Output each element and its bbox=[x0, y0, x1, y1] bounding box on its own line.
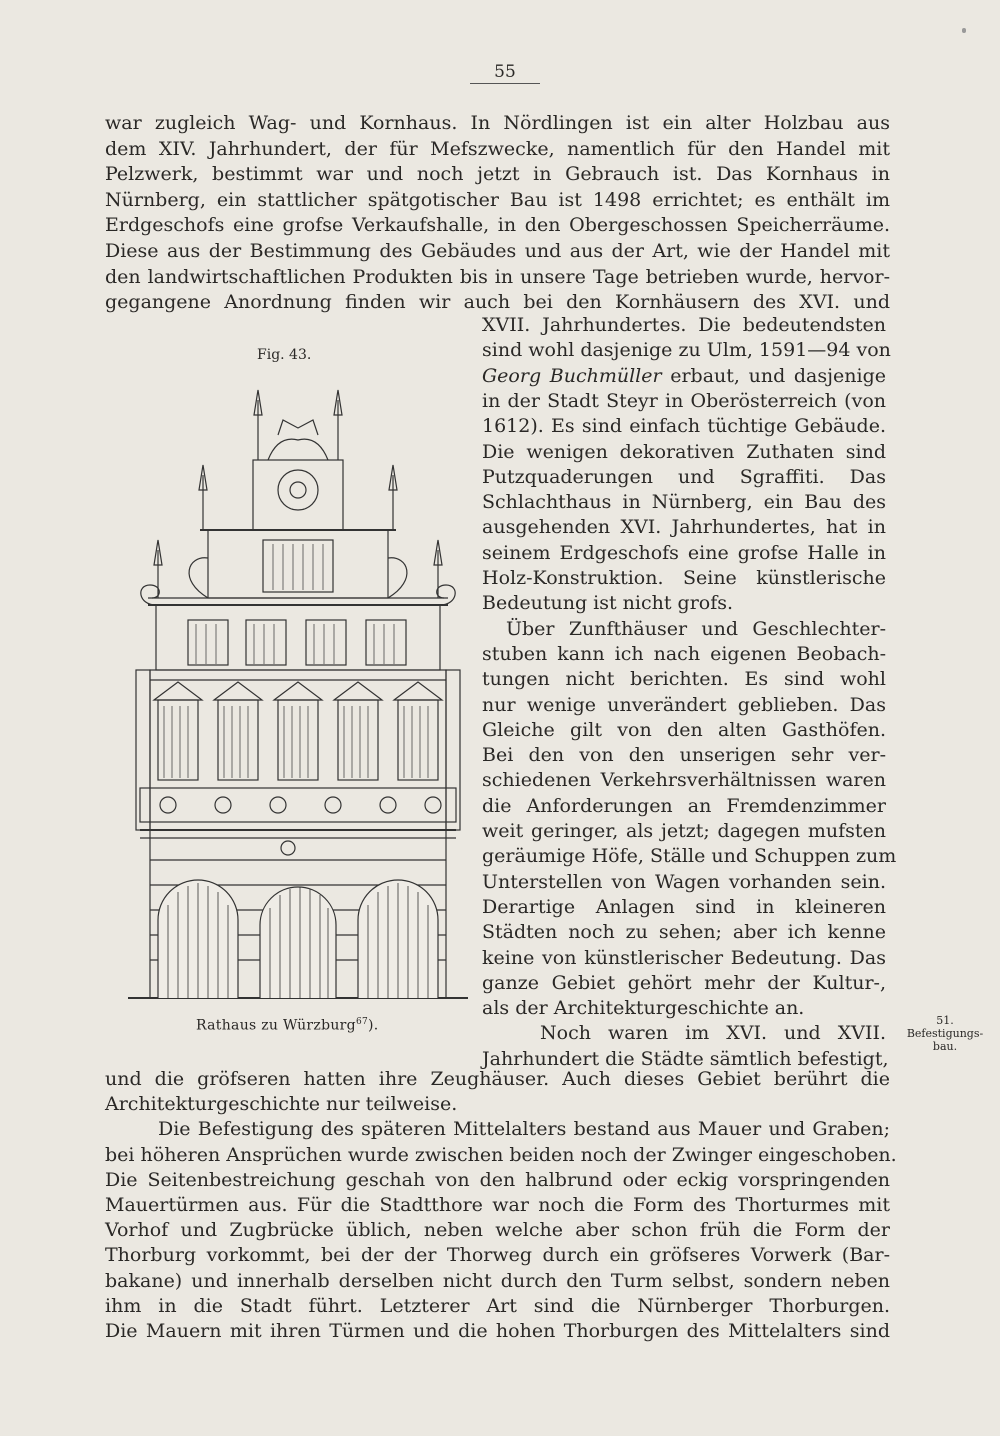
text-line: Architekturgeschichte nur teilweise. bbox=[105, 1093, 458, 1116]
text-line: als der Architekturgeschichte an. bbox=[482, 997, 805, 1020]
margin-note-line1: Befestigungs- bbox=[906, 1027, 984, 1040]
page-number: 55 bbox=[470, 62, 540, 84]
text-line: Die Befestigung des späteren Mittelalters bestand aus Mauer und Graben; bbox=[158, 1118, 890, 1141]
text-line: bakane) und innerhalb derselben nicht durch den Turm selbst, sondern neben bbox=[105, 1269, 890, 1292]
text-line: Schlachthaus in Nürnberg, ein Bau des bbox=[482, 491, 886, 514]
text-line: nur wenige unverändert geblieben. Das bbox=[482, 693, 886, 716]
figure-label: Fig. 43. bbox=[257, 347, 312, 363]
text-line: stuben kann ich nach eigenen Beobach- bbox=[482, 642, 886, 665]
text-line: Bei den von den unserigen sehr ver- bbox=[482, 744, 886, 767]
text-line: keine von künstlerischer Bedeutung. Das bbox=[482, 946, 886, 969]
caption-end: ). bbox=[368, 1017, 379, 1034]
text-line: XVII. Jahrhundertes. Die bedeutendsten bbox=[482, 314, 886, 336]
text-line: 1612). Es sind einfach tüchtige Gebäude. bbox=[482, 415, 886, 438]
page-speck bbox=[962, 28, 966, 33]
text-line: Städten noch zu sehen; aber ich kenne bbox=[482, 921, 886, 944]
text-line: die Anforderungen an Fremdenzimmer bbox=[482, 794, 886, 817]
text-line: Holz-Konstruktion. Seine künstlerische bbox=[482, 567, 886, 589]
text-line: Über Zunfthäuser und Geschlechter- bbox=[506, 617, 886, 640]
building-facade-illustration bbox=[128, 380, 468, 1000]
text-line: dem XIV. Jahrhundert, der für Mefszwecke, namentlich für den Handel mit bbox=[105, 137, 890, 160]
text-line: Georg Buchmüller erbaut, und dasjenige bbox=[482, 364, 886, 387]
text-line: schiedenen Verkehrsverhältnissen waren bbox=[482, 769, 886, 792]
text-line: Unterstellen von Wagen vorhanden sein. bbox=[482, 870, 886, 893]
caption-footnote-ref: 67 bbox=[355, 1017, 368, 1027]
figure-caption bbox=[196, 1017, 379, 1034]
text-line: weit geringer, als jetzt; dagegen mufsten bbox=[482, 820, 886, 842]
text-line: seinem Erdgeschofs eine grofse Halle in bbox=[482, 541, 886, 564]
text-line: Pelzwerk, bestimmt war und noch jetzt in Gebrauch ist. Das Kornhaus in bbox=[105, 163, 890, 186]
margin-note-line2: bau. bbox=[932, 1040, 958, 1053]
text-line: Erdgeschofs eine grofse Verkaufshalle, in den Obergeschossen Speicherräume. bbox=[105, 214, 890, 237]
text-line: Vorhof und Zugbrücke üblich, neben welche aber schon früh die Form der bbox=[105, 1219, 890, 1242]
text-line: geräumige Höfe, Ställe und Schuppen zum bbox=[482, 845, 897, 868]
text-line: Nürnberg, ein stattlicher spätgotischer Bau ist 1498 errichtet; es enthält im bbox=[105, 188, 890, 211]
text-line: in der Stadt Steyr in Oberösterreich (von bbox=[482, 389, 886, 412]
text-line: Mauertürmen aus. Für die Stadtthore war noch die Form des Thorturmes mit bbox=[105, 1194, 890, 1216]
text-line: bei höheren Ansprüchen wurde zwischen beiden noch der Zwinger eingeschoben. bbox=[105, 1143, 897, 1166]
text-line: und die gröfseren hatten ihre Zeughäuser. Auch dieses Gebiet berührt die bbox=[105, 1068, 890, 1090]
margin-note bbox=[906, 1014, 984, 1053]
text-line: war zugleich Wag- und Kornhaus. In Nördlingen ist ein alter Holzbau aus bbox=[105, 112, 890, 134]
text-line: Thorburg vorkommt, bei der der Thorweg durch ein gröfseres Vorwerk (Bar- bbox=[105, 1244, 890, 1267]
text-line: Putzquaderungen und Sgraffiti. Das bbox=[482, 465, 886, 488]
text-line: ihm in die Stadt führt. Letzterer Art sind die Nürnberger Thorburgen. bbox=[105, 1294, 890, 1317]
text-line: Die wenigen dekorativen Zuthaten sind bbox=[482, 440, 886, 463]
text-line: ausgehenden XVI. Jahrhundertes, hat in bbox=[482, 516, 886, 539]
text-line: Diese aus der Bestimmung des Gebäudes und aus der Art, wie der Handel mit bbox=[105, 240, 890, 262]
text-line: gegangene Anordnung finden wir auch bei den Kornhäusern des XVI. und bbox=[105, 291, 890, 314]
text-line: Gleiche gilt von den alten Gasthöfen. bbox=[482, 718, 886, 741]
text-line: ganze Gebiet gehört mehr der Kultur-, bbox=[482, 971, 886, 994]
text-line: Derartige Anlagen sind in kleineren bbox=[482, 895, 886, 918]
text-line: Die Mauern mit ihren Türmen und die hohen Thorburgen des Mittelalters sind bbox=[105, 1320, 890, 1342]
margin-note-number: 51. bbox=[936, 1014, 954, 1027]
text-line: Jahrhundert die Städte sämtlich befestigt, bbox=[482, 1047, 889, 1070]
text-line: den landwirtschaftlichen Produkten bis in unsere Tage betrieben wurde, hervor- bbox=[105, 265, 890, 288]
text-line: Die Seitenbestreichung geschah von den halbrund oder eckig vorspringenden bbox=[105, 1168, 890, 1191]
text-line: sind wohl dasjenige zu Ulm, 1591—94 von bbox=[482, 339, 891, 362]
text-line: Noch waren im XVI. und XVII. bbox=[540, 1022, 886, 1045]
text-line: tungen nicht berichten. Es sind wohl bbox=[482, 668, 886, 691]
text-line: Bedeutung ist nicht grofs. bbox=[482, 592, 734, 615]
caption-text: Rathaus zu Würzburg bbox=[196, 1017, 356, 1034]
